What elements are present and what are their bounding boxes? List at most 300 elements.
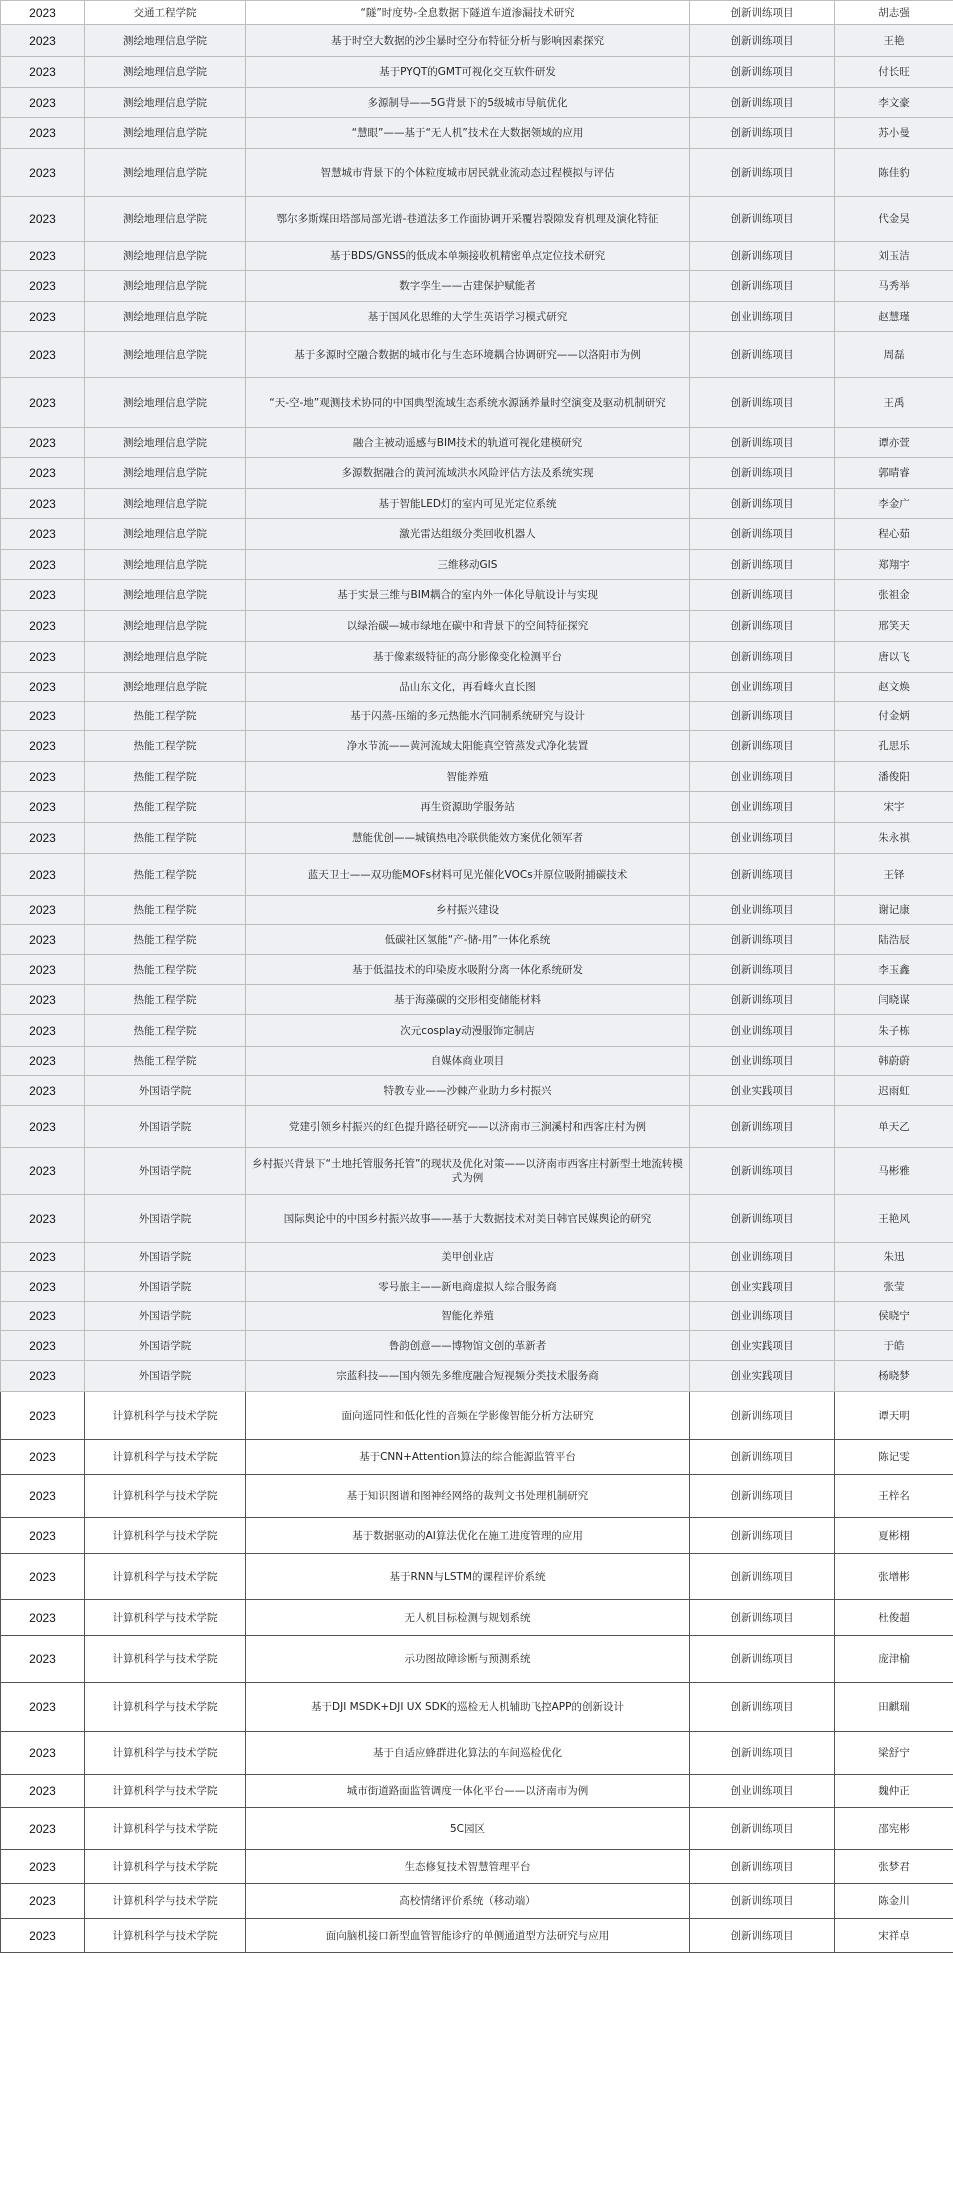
- project-title-cell: 智能化养殖: [246, 1302, 690, 1331]
- college-cell: 外国语学院: [85, 1106, 246, 1148]
- leader-cell: 陈佳豹: [835, 149, 953, 197]
- table-row: [1, 1047, 953, 1076]
- year-cell: 2023: [1, 1015, 85, 1047]
- college-cell: 计算机科学与技术学院: [85, 1392, 246, 1440]
- leader-cell: 邵宪彬: [835, 1808, 953, 1850]
- category-cell: 创业训练项目: [690, 896, 835, 925]
- leader-cell: 王艳: [835, 25, 953, 57]
- table-row: [1, 1331, 953, 1361]
- category-cell: 创业训练项目: [690, 792, 835, 823]
- year-cell: 2023: [1, 1, 85, 25]
- category-cell: 创新训练项目: [690, 642, 835, 673]
- leader-cell: 韩蔚蔚: [835, 1047, 953, 1076]
- college-cell: 交通工程学院: [85, 1, 246, 25]
- leader-cell: 邢笑天: [835, 611, 953, 642]
- category-cell: 创新训练项目: [690, 985, 835, 1015]
- leader-cell: 苏小曼: [835, 118, 953, 149]
- college-cell: 测绘地理信息学院: [85, 378, 246, 428]
- college-cell: 外国语学院: [85, 1331, 246, 1361]
- leader-cell: 张梦君: [835, 1850, 953, 1884]
- project-title-cell: 激光雷达组级分类回收机器人: [246, 519, 690, 550]
- leader-cell: 陈记雯: [835, 1440, 953, 1475]
- category-cell: 创新训练项目: [690, 1636, 835, 1683]
- leader-cell: 胡志强: [835, 1, 953, 25]
- table-row: [1, 1195, 953, 1243]
- category-cell: 创新训练项目: [690, 1, 835, 25]
- project-title-cell: 智慧城市背景下的个体粒度城市居民就业流动态过程模拟与评估: [246, 149, 690, 197]
- table-row: [1, 1884, 953, 1919]
- year-cell: 2023: [1, 1076, 85, 1106]
- project-title-cell: 再生资源助学服务站: [246, 792, 690, 823]
- year-cell: 2023: [1, 611, 85, 642]
- year-cell: 2023: [1, 149, 85, 197]
- college-cell: 测绘地理信息学院: [85, 302, 246, 332]
- college-cell: 测绘地理信息学院: [85, 197, 246, 242]
- leader-cell: 王禹: [835, 378, 953, 428]
- year-cell: 2023: [1, 118, 85, 149]
- category-cell: 创新训练项目: [690, 271, 835, 302]
- table-row: [1, 1392, 953, 1440]
- project-title-cell: 美甲创业店: [246, 1243, 690, 1272]
- college-cell: 热能工程学院: [85, 955, 246, 985]
- college-cell: 测绘地理信息学院: [85, 428, 246, 458]
- category-cell: 创新训练项目: [690, 197, 835, 242]
- table-row: [1, 580, 953, 611]
- leader-cell: 杜俊超: [835, 1600, 953, 1636]
- college-cell: 测绘地理信息学院: [85, 271, 246, 302]
- project-title-cell: 基于DJI MSDK+DJI UX SDK的巡检无人机辅助飞控APP的创新设计: [246, 1683, 690, 1732]
- year-cell: 2023: [1, 1440, 85, 1475]
- college-cell: 计算机科学与技术学院: [85, 1518, 246, 1554]
- year-cell: 2023: [1, 1148, 85, 1195]
- table-row: [1, 302, 953, 332]
- leader-cell: 孔思乐: [835, 731, 953, 762]
- project-title-cell: 以绿治碳—城市绿地在碳中和背景下的空间特征探究: [246, 611, 690, 642]
- project-title-cell: 示功图故障诊断与预测系统: [246, 1636, 690, 1683]
- table-row: [1, 896, 953, 925]
- project-title-cell: 乡村振兴建设: [246, 896, 690, 925]
- category-cell: 创新训练项目: [690, 149, 835, 197]
- project-title-cell: 基于像素级特征的高分影像变化检测平台: [246, 642, 690, 673]
- college-cell: 计算机科学与技术学院: [85, 1775, 246, 1808]
- year-cell: 2023: [1, 985, 85, 1015]
- leader-cell: 程心茹: [835, 519, 953, 550]
- college-cell: 测绘地理信息学院: [85, 611, 246, 642]
- category-cell: 创新训练项目: [690, 580, 835, 611]
- category-cell: 创业训练项目: [690, 673, 835, 702]
- leader-cell: 侯晓宁: [835, 1302, 953, 1331]
- year-cell: 2023: [1, 489, 85, 519]
- category-cell: 创新训练项目: [690, 550, 835, 580]
- category-cell: 创新训练项目: [690, 378, 835, 428]
- category-cell: 创业训练项目: [690, 1775, 835, 1808]
- college-cell: 测绘地理信息学院: [85, 332, 246, 378]
- year-cell: 2023: [1, 642, 85, 673]
- category-cell: 创新训练项目: [690, 242, 835, 271]
- leader-cell: 李金广: [835, 489, 953, 519]
- college-cell: 外国语学院: [85, 1076, 246, 1106]
- year-cell: 2023: [1, 271, 85, 302]
- year-cell: 2023: [1, 1243, 85, 1272]
- category-cell: 创业训练项目: [690, 302, 835, 332]
- leader-cell: 马彬雅: [835, 1148, 953, 1195]
- college-cell: 热能工程学院: [85, 823, 246, 854]
- college-cell: 外国语学院: [85, 1272, 246, 1302]
- leader-cell: 张增彬: [835, 1554, 953, 1600]
- leader-cell: 张莹: [835, 1272, 953, 1302]
- project-title-cell: 鲁韵创意——博物馆文创的革新者: [246, 1331, 690, 1361]
- year-cell: 2023: [1, 25, 85, 57]
- table-row: [1, 118, 953, 149]
- year-cell: 2023: [1, 550, 85, 580]
- table-row: [1, 1148, 953, 1195]
- table-row: [1, 1919, 953, 1953]
- project-title-cell: 基于数据驱动的AI算法优化在施工进度管理的应用: [246, 1518, 690, 1554]
- project-title-cell: 基于BDS/GNSS的低成本单频接收机精密单点定位技术研究: [246, 242, 690, 271]
- table-row: [1, 642, 953, 673]
- college-cell: 外国语学院: [85, 1195, 246, 1243]
- table-row: [1, 823, 953, 854]
- table-row: [1, 792, 953, 823]
- year-cell: 2023: [1, 1475, 85, 1518]
- project-title-cell: 生态修复技术智慧管理平台: [246, 1850, 690, 1884]
- year-cell: 2023: [1, 702, 85, 731]
- college-cell: 计算机科学与技术学院: [85, 1475, 246, 1518]
- project-title-cell: 低碳社区氢能“产-储-用”一体化系统: [246, 925, 690, 955]
- category-cell: 创业训练项目: [690, 823, 835, 854]
- year-cell: 2023: [1, 673, 85, 702]
- table-row: [1, 519, 953, 550]
- leader-cell: 陈金川: [835, 1884, 953, 1919]
- leader-cell: 梁舒宁: [835, 1732, 953, 1775]
- project-title-cell: 基于多源时空融合数据的城市化与生态环境耦合协调研究——以洛阳市为例: [246, 332, 690, 378]
- project-title-cell: 多源制导——5G背景下的5级城市导航优化: [246, 88, 690, 118]
- table-row: [1, 1440, 953, 1475]
- project-title-cell: 基于PYQT的GMT可视化交互软件研发: [246, 57, 690, 88]
- college-cell: 计算机科学与技术学院: [85, 1600, 246, 1636]
- college-cell: 热能工程学院: [85, 731, 246, 762]
- project-title-cell: 基于时空大数据的沙尘暴时空分布特征分析与影响因素探究: [246, 25, 690, 57]
- year-cell: 2023: [1, 302, 85, 332]
- year-cell: 2023: [1, 428, 85, 458]
- college-cell: 测绘地理信息学院: [85, 118, 246, 149]
- project-table-body: [1, 1, 953, 1953]
- leader-cell: 赵慧瑾: [835, 302, 953, 332]
- category-cell: 创业训练项目: [690, 1015, 835, 1047]
- leader-cell: 代金昊: [835, 197, 953, 242]
- category-cell: 创新训练项目: [690, 489, 835, 519]
- category-cell: 创业实践项目: [690, 1272, 835, 1302]
- category-cell: 创新训练项目: [690, 25, 835, 57]
- project-title-cell: 基于实景三维与BIM耦合的室内外一体化导航设计与实现: [246, 580, 690, 611]
- year-cell: 2023: [1, 378, 85, 428]
- year-cell: 2023: [1, 1554, 85, 1600]
- college-cell: 外国语学院: [85, 1148, 246, 1195]
- table-row: [1, 1554, 953, 1600]
- leader-cell: 潘俊阳: [835, 762, 953, 792]
- project-title-cell: 融合主被动遥感与BIM技术的轨道可视化建模研究: [246, 428, 690, 458]
- project-title-cell: 宗蓝科技——国内领先多维度融合短视频分类技术服务商: [246, 1361, 690, 1392]
- college-cell: 热能工程学院: [85, 1015, 246, 1047]
- category-cell: 创新训练项目: [690, 519, 835, 550]
- year-cell: 2023: [1, 925, 85, 955]
- category-cell: 创业实践项目: [690, 1361, 835, 1392]
- table-row: [1, 1775, 953, 1808]
- year-cell: 2023: [1, 1600, 85, 1636]
- table-row: [1, 1106, 953, 1148]
- category-cell: 创新训练项目: [690, 1554, 835, 1600]
- leader-cell: 杨晓梦: [835, 1361, 953, 1392]
- project-title-cell: 基于知识图谱和图神经网络的裁判文书处理机制研究: [246, 1475, 690, 1518]
- table-row: [1, 1850, 953, 1884]
- project-title-cell: 三维移动GIS: [246, 550, 690, 580]
- year-cell: 2023: [1, 1775, 85, 1808]
- table-row: [1, 1361, 953, 1392]
- college-cell: 测绘地理信息学院: [85, 458, 246, 489]
- year-cell: 2023: [1, 1884, 85, 1919]
- category-cell: 创新训练项目: [690, 925, 835, 955]
- leader-cell: 宋祥卓: [835, 1919, 953, 1953]
- leader-cell: 朱子栋: [835, 1015, 953, 1047]
- table-row: [1, 25, 953, 57]
- year-cell: 2023: [1, 57, 85, 88]
- college-cell: 测绘地理信息学院: [85, 673, 246, 702]
- year-cell: 2023: [1, 762, 85, 792]
- leader-cell: 王艳风: [835, 1195, 953, 1243]
- project-title-cell: 净水节流——黄河流域太阳能真空管蒸发式净化装置: [246, 731, 690, 762]
- table-row: [1, 731, 953, 762]
- year-cell: 2023: [1, 1331, 85, 1361]
- project-title-cell: 基于闪蒸-压缩的多元热能水汽同制系统研究与设计: [246, 702, 690, 731]
- category-cell: 创新训练项目: [690, 1683, 835, 1732]
- college-cell: 外国语学院: [85, 1302, 246, 1331]
- leader-cell: 于皓: [835, 1331, 953, 1361]
- category-cell: 创新训练项目: [690, 1808, 835, 1850]
- project-title-cell: 自媒体商业项目: [246, 1047, 690, 1076]
- category-cell: 创业训练项目: [690, 1243, 835, 1272]
- year-cell: 2023: [1, 1518, 85, 1554]
- year-cell: 2023: [1, 1106, 85, 1148]
- category-cell: 创新训练项目: [690, 1106, 835, 1148]
- leader-cell: 张祖金: [835, 580, 953, 611]
- table-row: [1, 332, 953, 378]
- category-cell: 创新训练项目: [690, 702, 835, 731]
- college-cell: 计算机科学与技术学院: [85, 1732, 246, 1775]
- table-row: [1, 242, 953, 271]
- category-cell: 创新训练项目: [690, 88, 835, 118]
- project-title-cell: 智能养殖: [246, 762, 690, 792]
- project-title-cell: 次元cosplay动漫服饰定制店: [246, 1015, 690, 1047]
- year-cell: 2023: [1, 896, 85, 925]
- project-title-cell: 品山东文化，再看峰火直长图: [246, 673, 690, 702]
- year-cell: 2023: [1, 458, 85, 489]
- leader-cell: 陆浩辰: [835, 925, 953, 955]
- year-cell: 2023: [1, 242, 85, 271]
- college-cell: 计算机科学与技术学院: [85, 1884, 246, 1919]
- table-row: [1, 854, 953, 896]
- table-row: [1, 985, 953, 1015]
- college-cell: 测绘地理信息学院: [85, 149, 246, 197]
- table-row: [1, 1243, 953, 1272]
- college-cell: 热能工程学院: [85, 985, 246, 1015]
- table-row: [1, 1076, 953, 1106]
- project-title-cell: “隧”时度势-全息数据下隧道车道渗漏技术研究: [246, 1, 690, 25]
- leader-cell: 李玉鑫: [835, 955, 953, 985]
- college-cell: 测绘地理信息学院: [85, 242, 246, 271]
- leader-cell: 魏仲正: [835, 1775, 953, 1808]
- college-cell: 计算机科学与技术学院: [85, 1919, 246, 1953]
- leader-cell: 单天乙: [835, 1106, 953, 1148]
- year-cell: 2023: [1, 1302, 85, 1331]
- leader-cell: 夏彬栩: [835, 1518, 953, 1554]
- college-cell: 测绘地理信息学院: [85, 57, 246, 88]
- category-cell: 创业训练项目: [690, 762, 835, 792]
- category-cell: 创新训练项目: [690, 118, 835, 149]
- year-cell: 2023: [1, 823, 85, 854]
- table-row: [1, 1808, 953, 1850]
- project-title-cell: 基于海藻碳的交形相变储能材料: [246, 985, 690, 1015]
- leader-cell: 王梓名: [835, 1475, 953, 1518]
- leader-cell: 谢记康: [835, 896, 953, 925]
- leader-cell: 刘玉洁: [835, 242, 953, 271]
- table-row: [1, 1732, 953, 1775]
- year-cell: 2023: [1, 1392, 85, 1440]
- year-cell: 2023: [1, 332, 85, 378]
- leader-cell: 李文豪: [835, 88, 953, 118]
- project-title-cell: 数字孪生——古建保护赋能者: [246, 271, 690, 302]
- category-cell: 创新训练项目: [690, 1518, 835, 1554]
- leader-cell: 闫晓谋: [835, 985, 953, 1015]
- college-cell: 热能工程学院: [85, 925, 246, 955]
- project-title-cell: 零号旅主——新电商虚拟人综合服务商: [246, 1272, 690, 1302]
- project-title-cell: 面向遥同性和低化性的音频在学影像智能分析方法研究: [246, 1392, 690, 1440]
- project-title-cell: 慧能优创——城镇热电冷联供能效方案优化领军者: [246, 823, 690, 854]
- year-cell: 2023: [1, 1047, 85, 1076]
- college-cell: 热能工程学院: [85, 702, 246, 731]
- table-row: [1, 458, 953, 489]
- leader-cell: 王铎: [835, 854, 953, 896]
- college-cell: 热能工程学院: [85, 1047, 246, 1076]
- category-cell: 创业训练项目: [690, 1302, 835, 1331]
- leader-cell: 郭晴睿: [835, 458, 953, 489]
- college-cell: 热能工程学院: [85, 792, 246, 823]
- table-row: [1, 149, 953, 197]
- table-row: [1, 673, 953, 702]
- leader-cell: 周磊: [835, 332, 953, 378]
- year-cell: 2023: [1, 1272, 85, 1302]
- category-cell: 创新训练项目: [690, 955, 835, 985]
- project-title-cell: 高校情绪评价系统（移动端）: [246, 1884, 690, 1919]
- category-cell: 创新训练项目: [690, 854, 835, 896]
- category-cell: 创新训练项目: [690, 332, 835, 378]
- leader-cell: 马秀举: [835, 271, 953, 302]
- category-cell: 创新训练项目: [690, 57, 835, 88]
- project-title-cell: 基于智能LED灯的室内可见光定位系统: [246, 489, 690, 519]
- leader-cell: 赵文焕: [835, 673, 953, 702]
- college-cell: 测绘地理信息学院: [85, 642, 246, 673]
- college-cell: 外国语学院: [85, 1243, 246, 1272]
- project-title-cell: 基于RNN与LSTM的课程评价系统: [246, 1554, 690, 1600]
- table-row: [1, 88, 953, 118]
- year-cell: 2023: [1, 955, 85, 985]
- college-cell: 测绘地理信息学院: [85, 519, 246, 550]
- table-row: [1, 1, 953, 25]
- year-cell: 2023: [1, 1361, 85, 1392]
- table-row: [1, 550, 953, 580]
- year-cell: 2023: [1, 854, 85, 896]
- college-cell: 热能工程学院: [85, 896, 246, 925]
- project-title-cell: 国际舆论中的中国乡村振兴故事——基于大数据技术对美日韩官民媒舆论的研究: [246, 1195, 690, 1243]
- college-cell: 计算机科学与技术学院: [85, 1440, 246, 1475]
- project-title-cell: 面向脑机接口新型血管智能诊疗的单侧通道型方法研究与应用: [246, 1919, 690, 1953]
- college-cell: 计算机科学与技术学院: [85, 1554, 246, 1600]
- college-cell: 热能工程学院: [85, 854, 246, 896]
- college-cell: 测绘地理信息学院: [85, 489, 246, 519]
- leader-cell: 宋宇: [835, 792, 953, 823]
- table-row: [1, 1636, 953, 1683]
- project-title-cell: 基于国风化思维的大学生英语学习模式研究: [246, 302, 690, 332]
- project-title-cell: “天-空-地”观测技术协同的中国典型流域生态系统水源涵养量时空演变及驱动机制研究: [246, 378, 690, 428]
- table-row: [1, 1518, 953, 1554]
- year-cell: 2023: [1, 197, 85, 242]
- leader-cell: 朱迅: [835, 1243, 953, 1272]
- table-row: [1, 1475, 953, 1518]
- year-cell: 2023: [1, 519, 85, 550]
- college-cell: 计算机科学与技术学院: [85, 1636, 246, 1683]
- table-row: [1, 762, 953, 792]
- project-title-cell: 基于CNN+Attention算法的综合能源监管平台: [246, 1440, 690, 1475]
- table-row: [1, 955, 953, 985]
- category-cell: 创新训练项目: [690, 1600, 835, 1636]
- leader-cell: 朱永祺: [835, 823, 953, 854]
- college-cell: 外国语学院: [85, 1361, 246, 1392]
- project-title-cell: 鄂尔多斯煤田塔部局部光谱-巷道法多工作面协调开采覆岩裂隙发育机理及演化特征: [246, 197, 690, 242]
- category-cell: 创新训练项目: [690, 1148, 835, 1195]
- category-cell: 创业实践项目: [690, 1331, 835, 1361]
- table-row: [1, 1302, 953, 1331]
- project-title-cell: 特教专业——沙棘产业助力乡村振兴: [246, 1076, 690, 1106]
- category-cell: 创新训练项目: [690, 1440, 835, 1475]
- year-cell: 2023: [1, 1683, 85, 1732]
- project-title-cell: 5C园区: [246, 1808, 690, 1850]
- college-cell: 计算机科学与技术学院: [85, 1683, 246, 1732]
- table-row: [1, 378, 953, 428]
- table-row: [1, 1600, 953, 1636]
- year-cell: 2023: [1, 580, 85, 611]
- year-cell: 2023: [1, 1732, 85, 1775]
- leader-cell: 谭天明: [835, 1392, 953, 1440]
- table-row: [1, 197, 953, 242]
- leader-cell: 迟雨虹: [835, 1076, 953, 1106]
- table-row: [1, 1015, 953, 1047]
- year-cell: 2023: [1, 1195, 85, 1243]
- category-cell: 创新训练项目: [690, 1732, 835, 1775]
- project-title-cell: “慧眼”——基于“无人机”技术在大数据领域的应用: [246, 118, 690, 149]
- table-row: [1, 925, 953, 955]
- year-cell: 2023: [1, 792, 85, 823]
- table-row: [1, 611, 953, 642]
- category-cell: 创业实践项目: [690, 1076, 835, 1106]
- college-cell: 计算机科学与技术学院: [85, 1850, 246, 1884]
- table-row: [1, 271, 953, 302]
- college-cell: 计算机科学与技术学院: [85, 1808, 246, 1850]
- leader-cell: 郑翔宇: [835, 550, 953, 580]
- category-cell: 创新训练项目: [690, 1392, 835, 1440]
- year-cell: 2023: [1, 1919, 85, 1953]
- project-title-cell: 蓝天卫士——双功能MOFs材料可见光催化VOCs并原位吸附捕碳技术: [246, 854, 690, 896]
- category-cell: 创新训练项目: [690, 1195, 835, 1243]
- college-cell: 测绘地理信息学院: [85, 550, 246, 580]
